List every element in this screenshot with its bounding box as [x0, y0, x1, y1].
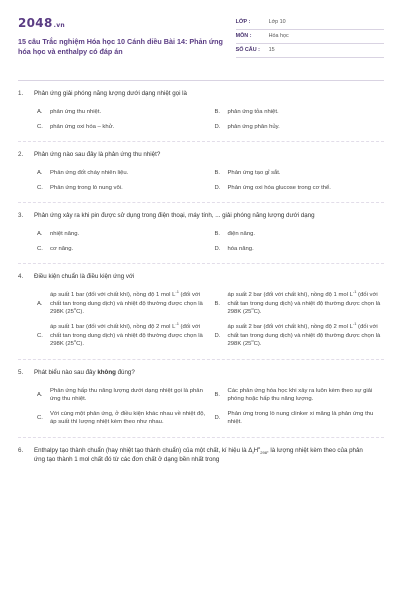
superscript: o: [251, 338, 254, 344]
option-d[interactable]: [215, 181, 385, 196]
subscript: 298: [260, 450, 267, 456]
meta-label: MÔN :: [235, 32, 252, 39]
option-a[interactable]: [37, 227, 207, 242]
meta-label: SỐ CÂU :: [235, 46, 260, 53]
option-text-part: áp suất 1 bar (đối với chất khí), nồng độ 2 mol L: [50, 324, 176, 330]
question-number: 6.: [18, 446, 24, 454]
meta-value: 15: [268, 46, 275, 53]
meta-value: Hóa học: [268, 32, 289, 39]
superscript: -1: [175, 289, 179, 295]
option-letter: D.: [214, 245, 221, 252]
meta-row-class: [236, 16, 384, 30]
option-letter: A.: [37, 231, 43, 238]
option-c[interactable]: [37, 320, 207, 352]
question-header: [18, 212, 384, 221]
option-letter: B.: [214, 300, 221, 307]
superscript: o: [73, 306, 77, 312]
option-letter: D.: [214, 415, 221, 422]
symbol-letter: H: [253, 446, 259, 454]
meta-row-subject: [236, 30, 384, 44]
question-text-part: Phát biểu nào sau đây: [34, 368, 98, 376]
option-text: phản ứng thu nhiệt.: [50, 108, 102, 115]
question-text: [34, 369, 384, 378]
option-text: Các phản ứng hóa học khi xảy ra luôn kèm theo sự giải phóng hoặc hấp thu năng lượng.: [227, 387, 373, 403]
option-c[interactable]: [37, 120, 207, 135]
question-4: [18, 264, 384, 359]
superscript: o: [258, 444, 261, 450]
option-text: [228, 291, 385, 317]
question-text-part: , là lượng nhiệt kèm theo của phản ứng tạo thành 1 mol chất đó từ các đơn chất ở dạng bền nhất trong: [34, 446, 363, 463]
option-text: [228, 323, 385, 349]
option-text: nhiệt năng.: [50, 231, 80, 238]
option-text-part: áp suất 2 bar (đối với chất khí), nồng độ 2 mol L: [227, 324, 353, 330]
question-number: 4.: [18, 273, 24, 281]
option-a[interactable]: [37, 288, 207, 320]
question-text: Phản ứng nào sau đây là phản ứng thu nhiệt?: [34, 151, 161, 159]
option-text: cơ năng.: [50, 245, 74, 252]
question-5: [18, 360, 384, 438]
option-letter: C.: [37, 123, 43, 130]
option-letter: B.: [214, 231, 221, 238]
option-letter: D.: [214, 123, 221, 130]
option-text: Phản ứng trong lò nung vôi.: [50, 184, 123, 191]
option-text: hóa năng.: [227, 245, 254, 252]
option-text: phản ứng phân hủy.: [227, 123, 280, 130]
question-text-part: Enthalpy tạo thành chuẩn (hay nhiệt tạo thành chuẩn) của một chất, kí hiệu là Δ: [34, 446, 253, 454]
options-grid: [18, 227, 384, 256]
option-letter: B.: [214, 108, 221, 115]
option-text: điện năng.: [227, 231, 256, 238]
option-text: phản ứng oxi hóa – khử.: [50, 123, 115, 130]
question-6: [18, 438, 384, 472]
option-text-part: C).: [76, 309, 85, 316]
superscript: o: [251, 306, 254, 312]
options-grid: [18, 105, 384, 134]
option-c[interactable]: [37, 181, 207, 196]
meta-row-count: [236, 44, 384, 58]
option-d[interactable]: [215, 407, 385, 430]
option-b[interactable]: [215, 288, 385, 320]
question-text-part: đúng?: [115, 368, 135, 376]
option-text: Phản ứng hấp thu năng lượng dưới dạng nhiệt gọi là phản ứng thu nhiệt.: [50, 387, 203, 403]
option-b[interactable]: [215, 227, 385, 242]
question-header: [18, 151, 384, 160]
question-header: [18, 444, 384, 465]
question-number: 5.: [18, 368, 24, 376]
question-3: [18, 203, 384, 264]
option-text-part: (đối với chất tan trong dung dịch) và nhiệt độ thường được chọn là 298K (25: [50, 324, 203, 348]
option-text-part: áp suất 1 bar (đối với chất khí), nồng độ 1 mol L: [50, 292, 176, 299]
superscript: -1: [352, 321, 357, 327]
question-2: [18, 142, 384, 203]
option-c[interactable]: [37, 242, 207, 257]
options-grid: [18, 288, 384, 351]
meta-label: LỚP :: [235, 18, 251, 25]
option-letter: A.: [37, 108, 43, 115]
option-letter: D.: [214, 332, 221, 339]
question-number: 3.: [18, 212, 24, 220]
option-letter: D.: [214, 184, 221, 191]
superscript: o: [73, 338, 77, 344]
logo-suffix: .vn: [53, 22, 65, 29]
options-grid: [18, 166, 384, 195]
option-d[interactable]: [215, 120, 385, 135]
option-letter: B.: [214, 170, 221, 177]
subscript: f: [252, 450, 254, 456]
option-text: phản ứng tỏa nhiệt.: [227, 108, 279, 115]
logo-text: 2048: [18, 16, 53, 30]
option-b[interactable]: [215, 384, 385, 407]
option-letter: A.: [37, 391, 43, 398]
option-text: Với cùng một phản ứng, ở điều kiện khác nhau về nhiệt độ, áp suất thì lượng nhiệt kèm theo như nhau.: [50, 410, 206, 426]
superscript: -1: [352, 289, 357, 295]
option-text-part: C).: [76, 341, 85, 348]
option-text: [50, 291, 207, 317]
question-1: [18, 81, 384, 142]
option-d[interactable]: [215, 320, 385, 352]
option-text-part: (đối với chất tan trong dung dịch) và nhiệt độ thường được chọn là 298K (25: [227, 292, 381, 316]
option-letter: C.: [37, 415, 43, 422]
question-number: 1.: [18, 90, 24, 97]
option-b[interactable]: [215, 105, 385, 120]
option-letter: A.: [37, 300, 43, 307]
header-meta: [236, 16, 384, 74]
option-a[interactable]: [37, 105, 207, 120]
option-text-part: C).: [253, 341, 262, 348]
question-text: [34, 444, 384, 465]
option-b[interactable]: [215, 166, 385, 181]
option-d[interactable]: [215, 242, 385, 257]
question-header: [18, 369, 384, 378]
question-header: [18, 273, 384, 282]
superscript: -1: [175, 321, 179, 327]
meta-value: Lớp 10: [268, 18, 286, 25]
option-letter: A.: [37, 170, 43, 177]
option-text-part: C).: [253, 309, 262, 316]
option-text: Phản ứng tạo gỉ sắt.: [227, 170, 281, 177]
option-a[interactable]: [37, 166, 207, 181]
option-text-part: áp suất 2 bar (đối với chất khí), nồng độ 1 mol L: [227, 292, 353, 299]
options-grid: [18, 384, 384, 430]
option-text: Phản ứng oxi hóa glucose trong cơ thể.: [227, 184, 331, 191]
question-number: 2.: [18, 151, 24, 159]
option-text: Phản ứng trong lò nung clinker xi măng là phản ứng thu nhiệt.: [227, 410, 374, 426]
question-text: Phản ứng giải phóng năng lượng dưới dạng nhiệt gọi là: [34, 90, 187, 97]
option-text-part: (đối với chất tan trong dung dịch) và nhiệt độ thường được chọn là 298K (25: [50, 292, 203, 316]
document-header: [18, 16, 384, 74]
option-letter: C.: [37, 184, 43, 191]
option-letter: C.: [37, 245, 43, 252]
header-left: [18, 16, 236, 74]
site-logo[interactable]: [18, 16, 236, 33]
option-text-part: (đối với chất tan trong dung dịch) và nhiệt độ thường được chọn là 298K (25: [227, 324, 381, 348]
option-c[interactable]: [37, 407, 207, 430]
document-title: 15 câu Trắc nghiệm Hóa học 10 Cánh diều Bài 14: Phản ứng hóa học và enthalpy có đáp án: [18, 37, 223, 56]
question-text: Điều kiện chuẩn là điều kiện ứng với: [34, 273, 135, 281]
option-letter: B.: [214, 391, 221, 398]
option-a[interactable]: [37, 384, 207, 407]
question-header: [18, 90, 384, 99]
question-emphasis: không: [97, 368, 116, 376]
option-text: [50, 323, 207, 349]
option-text: Phản ứng đốt cháy nhiên liệu.: [50, 170, 129, 177]
option-letter: C.: [37, 332, 43, 339]
question-text: Phản ứng xảy ra khi pin được sử dụng trong điện thoại, máy tính, ... giải phóng năng lượng dưới dạng: [34, 212, 315, 220]
